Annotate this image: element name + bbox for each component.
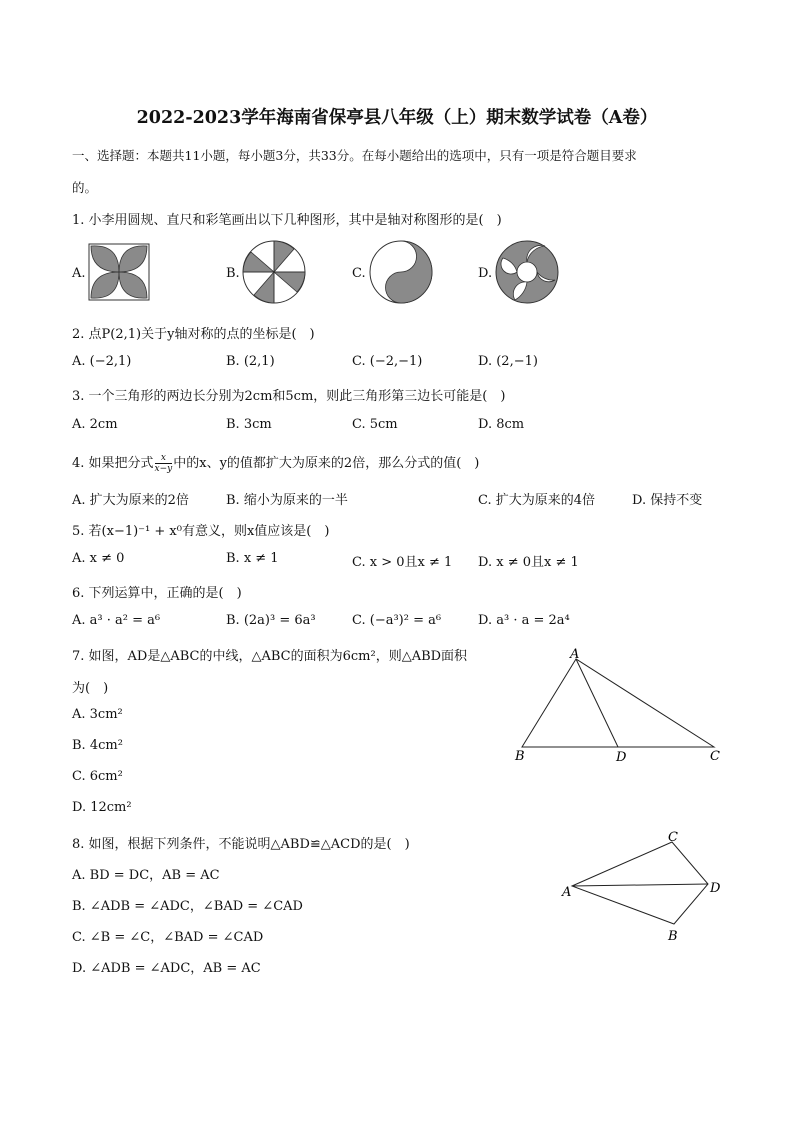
q8-label-d: D xyxy=(710,881,721,896)
q8-option-b: B. ∠ADB = ∠ADC，∠BAD = ∠CAD xyxy=(72,899,303,914)
q6-option-c: C. (−a³)² = a⁶ xyxy=(352,613,442,628)
q4-fraction-denominator: x−y xyxy=(154,464,173,474)
q1-figure-a xyxy=(88,243,150,301)
q5-option-a: A. x ≠ 0 xyxy=(72,551,125,566)
q1-option-d: D. xyxy=(478,266,493,281)
q7-option-c: C. 6cm² xyxy=(72,769,123,784)
q8-option-a: A. BD = DC，AB = AC xyxy=(72,868,220,883)
q7-option-b: B. 4cm² xyxy=(72,738,123,753)
q7-label-d: D xyxy=(616,750,627,765)
question-6-stem: 6. 下列运算中，正确的是( ) xyxy=(72,586,242,601)
q2-option-a: A. (−2,1) xyxy=(72,354,132,369)
q1-figure-c xyxy=(369,240,433,304)
q5-option-b: B. x ≠ 1 xyxy=(226,551,279,566)
q5-option-c: C. x > 0且x ≠ 1 xyxy=(352,555,453,570)
q4-option-c: C. 扩大为原来的4倍 xyxy=(478,493,596,508)
q8-label-b: B xyxy=(668,929,678,944)
q7-triangle-figure xyxy=(508,645,728,770)
question-4-stem xyxy=(72,452,479,474)
question-8-stem: 8. 如图，根据下列条件，不能说明△ABD≌△ACD的是( ) xyxy=(72,837,410,852)
q4-stem-post: 中的x、y的值都扩大为原来的2倍，那么分式的值( ) xyxy=(173,456,480,471)
q6-option-d: D. a³ · a = 2a⁴ xyxy=(478,613,570,628)
question-2-stem: 2. 点P(2,1)关于y轴对称的点的坐标是( ) xyxy=(72,327,315,342)
q2-option-b: B. (2,1) xyxy=(226,354,275,369)
q7-label-a: A xyxy=(570,647,580,662)
q2-option-d: D. (2,−1) xyxy=(478,354,538,369)
q4-option-d: D. 保持不变 xyxy=(632,493,703,508)
question-1-stem: 1. 小李用圆规、直尺和彩笔画出以下几种图形，其中是轴对称图形的是( ) xyxy=(72,213,502,228)
q8-label-a: A xyxy=(562,885,572,900)
q1-option-b: B. xyxy=(226,266,240,281)
q3-option-d: D. 8cm xyxy=(478,417,525,432)
q7-option-a: A. 3cm² xyxy=(72,707,123,722)
q8-option-c: C. ∠B = ∠C，∠BAD = ∠CAD xyxy=(72,930,264,945)
page-title: 2022-2023学年海南省保亭县八年级（上）期末数学试卷（A卷） xyxy=(136,108,658,128)
q4-option-b: B. 缩小为原来的一半 xyxy=(226,493,348,508)
q3-option-b: B. 3cm xyxy=(226,417,272,432)
q1-figure-b xyxy=(242,240,306,304)
q6-option-b: B. (2a)³ = 6a³ xyxy=(226,613,316,628)
q4-stem-pre: 4. 如果把分式 xyxy=(72,456,154,471)
section-heading-line2: 的。 xyxy=(72,180,98,195)
q1-option-a: A. xyxy=(72,266,86,281)
q3-option-c: C. 5cm xyxy=(352,417,398,432)
q8-option-d: D. ∠ADB = ∠ADC，AB = AC xyxy=(72,961,261,976)
q4-fraction-numerator: x xyxy=(155,453,173,464)
q7-option-d: D. 12cm² xyxy=(72,800,132,815)
question-7-stem-line1: 7. 如图，AD是△ABC的中线，△ABC的面积为6cm²，则△ABD面积 xyxy=(72,649,468,664)
q5-option-d: D. x ≠ 0且x ≠ 1 xyxy=(478,555,579,570)
q8-label-c: C xyxy=(668,830,678,845)
question-7-stem-line2: 为( ) xyxy=(72,681,109,696)
q1-figure-d xyxy=(495,240,559,304)
question-3-stem: 3. 一个三角形的两边长分别为2cm和5cm，则此三角形第三边长可能是( ) xyxy=(72,389,506,404)
q8-figure xyxy=(560,828,730,948)
q4-option-a: A. 扩大为原来的2倍 xyxy=(72,493,189,508)
section-heading-line1: 一、选择题：本题共11小题，每小题3分，共33分。在每小题给出的选项中，只有一项是符合题目要求 xyxy=(72,148,637,163)
q3-option-a: A. 2cm xyxy=(72,417,118,432)
q6-option-a: A. a³ · a² = a⁶ xyxy=(72,613,161,628)
q4-fraction xyxy=(155,453,173,474)
q7-label-c: C xyxy=(710,749,720,764)
q7-label-b: B xyxy=(515,749,525,764)
question-5-stem: 5. 若(x−1)⁻¹ + x⁰有意义，则x值应该是( ) xyxy=(72,524,330,539)
q1-option-c: C. xyxy=(352,266,366,281)
q2-option-c: C. (−2,−1) xyxy=(352,354,423,369)
